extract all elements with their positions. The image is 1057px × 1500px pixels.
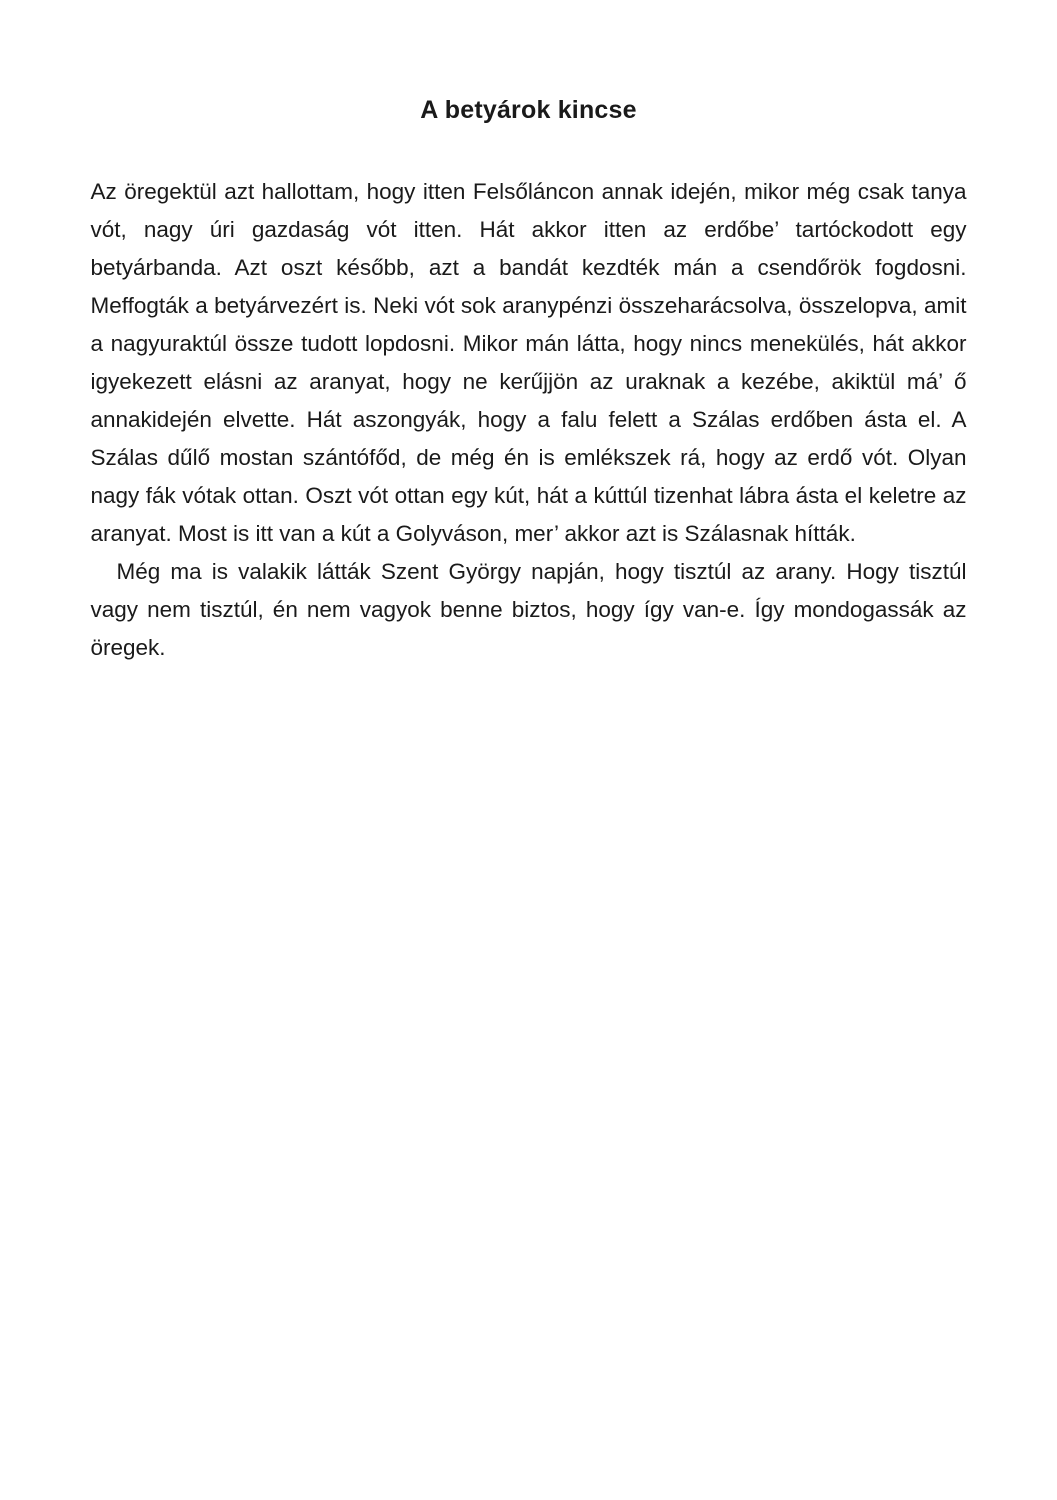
paragraph-1: Az öregektül azt hallottam, hogy itten Felsőláncon annak idején, mikor még csak tanya vót, nagy úri gazdaság vót itten. Hát akkor itten az erdőbe’ tartóckodott egy betyárbanda. Azt oszt később, azt a bandát kezdték mán a csendőrök fogdosni. Meffogták a betyárvezért is. Neki vót sok aranypénzi összeharácsolva, összelopva, amit a nagyuraktúl össze tudott lopdosni. Mikor mán látta, hogy nincs menekülés, hát akkor igyekezett elásni az aranyat, hogy ne kerűjjön az uraknak a kezébe, akiktül má’ ő annakidején elvette. Hát aszongyák, hogy a falu felett a Szálas erdőben ásta el. A Szálas dűlő mostan szántófőd, de még én is emlékszek rá, hogy az erdő vót. Olyan nagy fák vótak ottan. Oszt vót ottan egy kút, hát a kúttúl tizenhat lábra ásta el keletre az aranyat. Most is itt van a kút a Golyváson, mer’ akkor azt is Szálasnak hítták. — [90, 179, 967, 546]
paragraph-2: Még ma is valakik látták Szent György napján, hogy tisztúl az arany. Hogy tisztúl vagy nem tisztúl, én nem vagyok benne biztos, hogy így van-e. Így mondogassák az öregek. — [90, 559, 967, 660]
page-title: A betyárok kincse — [420, 96, 637, 124]
document-body — [91, 173, 967, 667]
